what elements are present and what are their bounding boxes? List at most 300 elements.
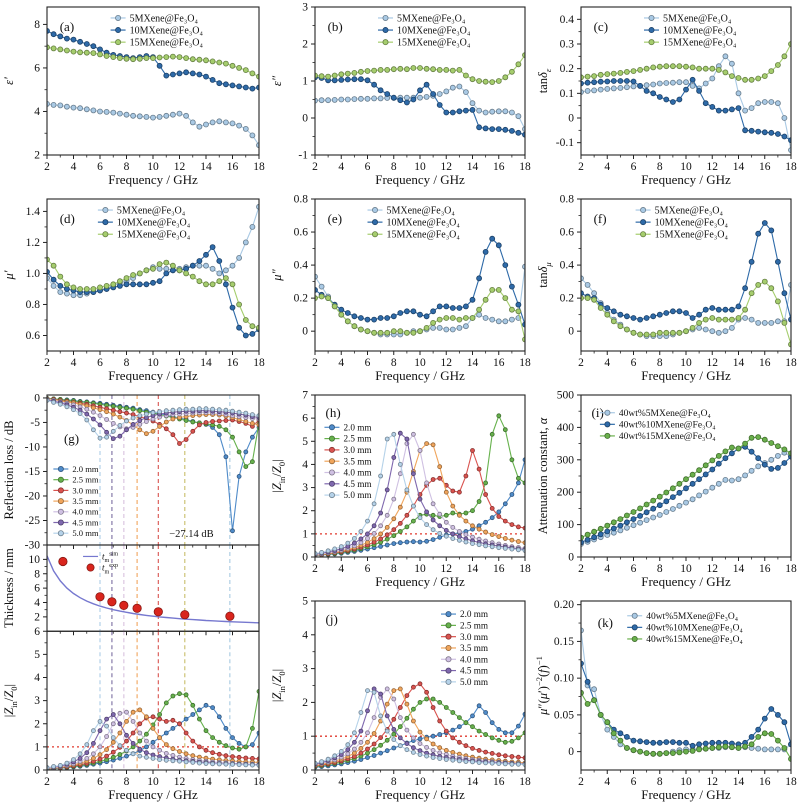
data-point — [775, 465, 780, 470]
y-tick-label: 2 — [34, 718, 40, 731]
data-point — [425, 697, 429, 701]
y-tick-label: 0.8 — [293, 193, 308, 206]
x-tick-label: 6 — [630, 563, 637, 575]
data-point — [237, 325, 242, 330]
data-point — [366, 756, 370, 760]
data-point — [378, 67, 383, 72]
data-point — [405, 513, 409, 517]
data-point — [250, 331, 255, 336]
data-point — [611, 731, 616, 736]
data-point — [78, 756, 82, 760]
x-tick-label: 16 — [226, 161, 239, 173]
data-point — [611, 520, 616, 525]
data-point — [756, 231, 761, 236]
panel-letter-label: (i) — [591, 404, 604, 420]
data-point — [131, 422, 135, 426]
data-point — [769, 457, 774, 462]
data-point — [664, 740, 669, 745]
data-point — [131, 752, 135, 756]
data-point — [385, 537, 389, 541]
x-tick-label: 18 — [785, 563, 797, 575]
data-point — [178, 692, 182, 696]
data-point — [670, 486, 675, 491]
data-point — [618, 731, 623, 736]
x-tick-label: 8 — [656, 563, 663, 575]
data-point — [510, 755, 514, 759]
data-point — [345, 71, 350, 76]
data-point — [151, 740, 155, 744]
data-point — [611, 71, 616, 76]
data-point — [352, 70, 357, 75]
data-point — [611, 79, 616, 84]
data-point — [483, 297, 488, 302]
data-point — [716, 108, 721, 113]
data-point — [231, 435, 235, 439]
data-point — [65, 405, 69, 409]
data-point — [91, 406, 95, 410]
data-point — [378, 316, 383, 321]
data-point — [490, 80, 495, 85]
data-point — [64, 282, 69, 287]
data-point — [339, 312, 344, 317]
y-tick-label: 0 — [302, 112, 308, 125]
data-point — [392, 738, 396, 742]
legend-label: 10MXene@Fe₃O₄ — [386, 217, 460, 229]
data-point — [477, 108, 482, 113]
x-tick-label: 16 — [759, 776, 771, 788]
data-point — [191, 420, 195, 424]
data-point — [782, 54, 787, 59]
data-point — [703, 327, 708, 332]
data-point — [690, 748, 695, 753]
data-point — [651, 515, 656, 520]
data-point — [516, 755, 520, 759]
x-tick-label: 2 — [44, 776, 50, 788]
panel-letter-label: (h) — [325, 404, 341, 420]
plot-area — [313, 682, 527, 770]
data-point — [404, 95, 409, 100]
data-point — [204, 252, 209, 257]
data-point — [729, 61, 734, 66]
data-point — [385, 714, 389, 718]
data-point — [211, 736, 215, 740]
data-point — [392, 456, 396, 460]
data-point — [111, 412, 115, 416]
data-point — [592, 529, 597, 534]
x-tick-label: 8 — [123, 357, 130, 369]
y-tick-label: 5 — [34, 648, 40, 661]
y-tick-label: 0 — [568, 551, 574, 564]
legend-label: 3.0 mm — [460, 631, 489, 642]
y-tick-label: 4 — [34, 672, 40, 684]
data-point — [677, 481, 682, 486]
y-tick-label: 3 — [34, 695, 40, 708]
data-point — [144, 412, 148, 416]
data-point — [431, 443, 435, 447]
data-point — [437, 304, 442, 309]
data-point — [191, 429, 195, 433]
data-point — [98, 285, 103, 290]
data-point — [775, 444, 780, 449]
data-point — [120, 601, 128, 609]
data-point — [703, 81, 708, 86]
data-point — [598, 306, 603, 311]
data-point — [131, 719, 135, 723]
data-point — [91, 729, 95, 733]
data-point — [137, 271, 142, 276]
data-point — [690, 77, 695, 82]
data-point — [756, 76, 761, 81]
data-point — [184, 271, 189, 276]
data-point — [184, 56, 189, 61]
data-point — [624, 513, 629, 518]
data-point — [644, 83, 649, 88]
data-point — [170, 263, 175, 268]
data-point — [411, 719, 415, 723]
legend-marker-sample — [329, 481, 334, 486]
legend-label: 15MXene@Fe₃O₄ — [386, 229, 460, 241]
data-point — [244, 411, 248, 415]
data-point — [345, 311, 350, 316]
legend-marker-sample — [446, 645, 451, 650]
data-point — [250, 71, 255, 76]
data-point — [457, 725, 461, 729]
data-point — [52, 400, 56, 404]
data-point — [690, 472, 695, 477]
x-tick-label: 4 — [604, 776, 611, 788]
legend-label: 4.0 mm — [72, 506, 99, 517]
data-point — [651, 314, 656, 319]
data-point — [624, 525, 629, 530]
data-point — [471, 760, 475, 764]
data-point — [598, 532, 603, 537]
data-point — [490, 109, 495, 114]
data-point — [217, 81, 222, 86]
data-point — [379, 692, 383, 696]
data-point — [237, 123, 242, 128]
data-point — [379, 714, 383, 718]
data-point — [624, 327, 629, 332]
x-tick-label: 6 — [97, 161, 103, 173]
data-point — [723, 307, 728, 312]
data-point — [729, 445, 734, 450]
data-point — [411, 472, 415, 476]
data-point — [684, 80, 689, 85]
y-tick-label: 2 — [34, 611, 40, 624]
legend-label: $t_m^{exp}$ — [102, 562, 119, 576]
data-point — [631, 523, 636, 528]
data-point — [710, 76, 715, 81]
data-point — [470, 101, 475, 106]
data-point — [217, 424, 221, 428]
data-point — [171, 417, 175, 421]
data-point — [118, 423, 122, 427]
data-point — [450, 306, 455, 311]
data-point — [749, 435, 754, 440]
data-point — [516, 62, 521, 67]
data-point — [736, 446, 741, 451]
data-point — [138, 722, 142, 726]
data-point — [497, 738, 501, 742]
data-point — [756, 456, 761, 461]
x-tick-label: 10 — [680, 563, 692, 575]
data-point — [91, 410, 95, 414]
data-point — [138, 754, 142, 758]
data-point — [157, 279, 162, 284]
data-point — [749, 77, 754, 82]
data-point — [231, 762, 235, 766]
data-point — [385, 488, 389, 492]
data-point — [657, 751, 662, 756]
data-point — [483, 126, 488, 131]
y-tick-label: 1 — [302, 75, 308, 88]
data-point — [450, 68, 455, 73]
data-point — [510, 493, 514, 497]
data-point — [749, 317, 754, 322]
legend-label: 10MXene@Fe₃O₄ — [397, 25, 471, 37]
data-point — [477, 467, 481, 471]
data-point — [144, 745, 148, 749]
data-point — [670, 495, 675, 500]
data-point — [224, 408, 228, 412]
y-tick-label: 8 — [34, 18, 40, 31]
data-point — [372, 531, 376, 535]
data-point — [171, 718, 175, 722]
data-point — [631, 84, 636, 89]
y-tick-label: -0.1 — [555, 137, 574, 150]
data-point — [677, 80, 682, 85]
data-point — [638, 749, 643, 754]
data-point — [690, 65, 695, 70]
data-point — [598, 79, 603, 84]
data-point — [431, 742, 435, 746]
data-point — [359, 537, 363, 541]
data-point — [762, 130, 767, 135]
data-point — [664, 490, 669, 495]
y-tick-label: 1.4 — [25, 205, 40, 218]
data-point — [503, 731, 507, 735]
legend-marker-sample — [58, 488, 63, 493]
data-point — [118, 711, 122, 715]
legend-label: 10MXene@Fe₃O₄ — [663, 25, 737, 37]
data-point — [366, 689, 370, 693]
data-point — [483, 316, 488, 321]
data-point — [78, 412, 82, 416]
data-point — [729, 317, 734, 322]
data-point — [171, 747, 175, 751]
data-point — [618, 70, 623, 75]
data-point — [657, 312, 662, 317]
data-point — [457, 740, 461, 744]
data-point — [438, 465, 442, 469]
data-point — [164, 701, 168, 705]
x-tick-label: 12 — [173, 357, 186, 369]
data-point — [359, 751, 363, 755]
plot-area — [313, 236, 528, 342]
y-tick-label: 0.2 — [559, 63, 574, 76]
data-point — [144, 739, 148, 743]
data-point — [743, 307, 748, 312]
data-point — [204, 421, 208, 425]
panel-letter-label: (e) — [327, 211, 343, 227]
data-point — [657, 95, 662, 100]
data-point — [144, 715, 148, 719]
data-point — [651, 740, 656, 745]
data-point — [411, 685, 415, 689]
legend-marker-sample — [116, 40, 121, 45]
data-point — [425, 442, 429, 446]
legend-marker-sample — [103, 232, 108, 237]
data-point — [171, 408, 175, 412]
data-point — [170, 72, 175, 77]
data-point — [585, 296, 590, 301]
data-point — [775, 453, 780, 458]
data-point — [710, 306, 715, 311]
data-point — [710, 66, 715, 71]
data-point — [703, 66, 708, 71]
data-point — [497, 510, 501, 514]
data-point — [211, 420, 215, 424]
data-point — [372, 742, 376, 746]
data-point — [437, 317, 442, 322]
data-point — [592, 535, 597, 540]
data-point — [749, 259, 754, 264]
data-point — [197, 761, 201, 765]
data-point — [224, 428, 228, 432]
data-point — [611, 309, 616, 314]
data-point — [618, 312, 623, 317]
data-point — [697, 88, 702, 93]
data-point — [78, 39, 83, 44]
data-point — [418, 95, 423, 100]
x-tick-label: 14 — [732, 776, 745, 788]
data-point — [644, 740, 649, 745]
data-point — [425, 745, 429, 749]
data-point — [385, 729, 389, 733]
data-point — [484, 520, 488, 524]
data-point — [638, 506, 643, 511]
x-tick-label: 2 — [312, 161, 318, 173]
data-point — [510, 762, 514, 766]
x-tick-label: 12 — [706, 776, 718, 788]
data-point — [372, 716, 376, 720]
data-point — [231, 409, 235, 413]
data-point — [151, 280, 156, 285]
x-axis-label: Frequency / GHz — [108, 787, 198, 802]
data-point — [378, 96, 383, 101]
data-point — [743, 108, 748, 113]
legend-label: 15MXene@Fe₃O₄ — [397, 37, 471, 49]
data-point — [405, 488, 409, 492]
x-tick-label: 2 — [578, 776, 584, 788]
data-point — [237, 255, 242, 260]
data-point — [503, 263, 508, 268]
data-point — [204, 703, 208, 707]
data-point — [723, 317, 728, 322]
data-point — [405, 437, 409, 441]
data-point — [118, 722, 122, 726]
data-point — [131, 282, 136, 287]
data-point — [703, 746, 708, 751]
data-point — [450, 85, 455, 90]
data-point — [392, 746, 396, 750]
data-point — [157, 114, 162, 119]
data-point — [211, 407, 215, 411]
data-point — [164, 260, 169, 265]
data-point — [450, 327, 455, 332]
legend-marker-sample — [329, 425, 334, 430]
data-point — [104, 109, 109, 114]
data-point — [585, 80, 590, 85]
data-point — [204, 58, 209, 63]
data-point — [450, 316, 455, 321]
data-point — [379, 736, 383, 740]
data-point — [631, 69, 636, 74]
data-point — [58, 103, 63, 108]
y-tick-label: 1 — [302, 730, 308, 743]
legend-label: 40wt%5MXene@Fe₃O₄ — [618, 408, 711, 419]
data-point — [684, 740, 689, 745]
data-point — [618, 79, 623, 84]
data-point — [164, 743, 168, 747]
data-point — [231, 755, 235, 759]
data-point — [664, 97, 669, 102]
data-point — [431, 538, 435, 542]
x-tick-label: 12 — [173, 161, 186, 173]
data-point — [516, 762, 520, 766]
data-point — [385, 67, 390, 72]
data-point — [657, 740, 662, 745]
legend-marker-sample — [103, 207, 108, 212]
x-axis-label: Frequency / GHz — [641, 172, 731, 187]
data-point — [775, 319, 780, 324]
data-point — [431, 513, 435, 517]
data-point — [204, 263, 209, 268]
data-point — [411, 750, 415, 754]
y-axis-label: Thickness / mm — [2, 548, 16, 629]
x-axis-label: Frequency / GHz — [375, 368, 465, 383]
data-point — [503, 537, 507, 541]
data-point — [670, 80, 675, 85]
data-point — [197, 279, 202, 284]
data-point — [710, 316, 715, 321]
data-point — [217, 271, 222, 276]
data-point — [618, 738, 623, 743]
data-point — [496, 79, 501, 84]
data-point — [664, 751, 669, 756]
y-tick-label: 0.8 — [25, 298, 40, 311]
data-point — [438, 531, 442, 535]
data-point — [111, 437, 115, 441]
data-point — [405, 748, 409, 752]
y-tick-label: 0 — [34, 392, 40, 405]
data-point — [736, 91, 741, 96]
data-point — [690, 83, 695, 88]
y-tick-label: 0 — [302, 551, 308, 564]
legend-label: 2.5 mm — [72, 474, 99, 485]
data-point — [782, 134, 787, 139]
panel-e — [268, 192, 534, 388]
data-point — [457, 317, 462, 322]
data-point — [151, 115, 156, 120]
data-point — [405, 728, 409, 732]
series-line — [315, 77, 525, 134]
data-point — [58, 34, 63, 39]
data-point — [598, 712, 603, 717]
data-point — [431, 518, 435, 522]
data-point — [762, 74, 767, 79]
data-point — [464, 540, 468, 544]
